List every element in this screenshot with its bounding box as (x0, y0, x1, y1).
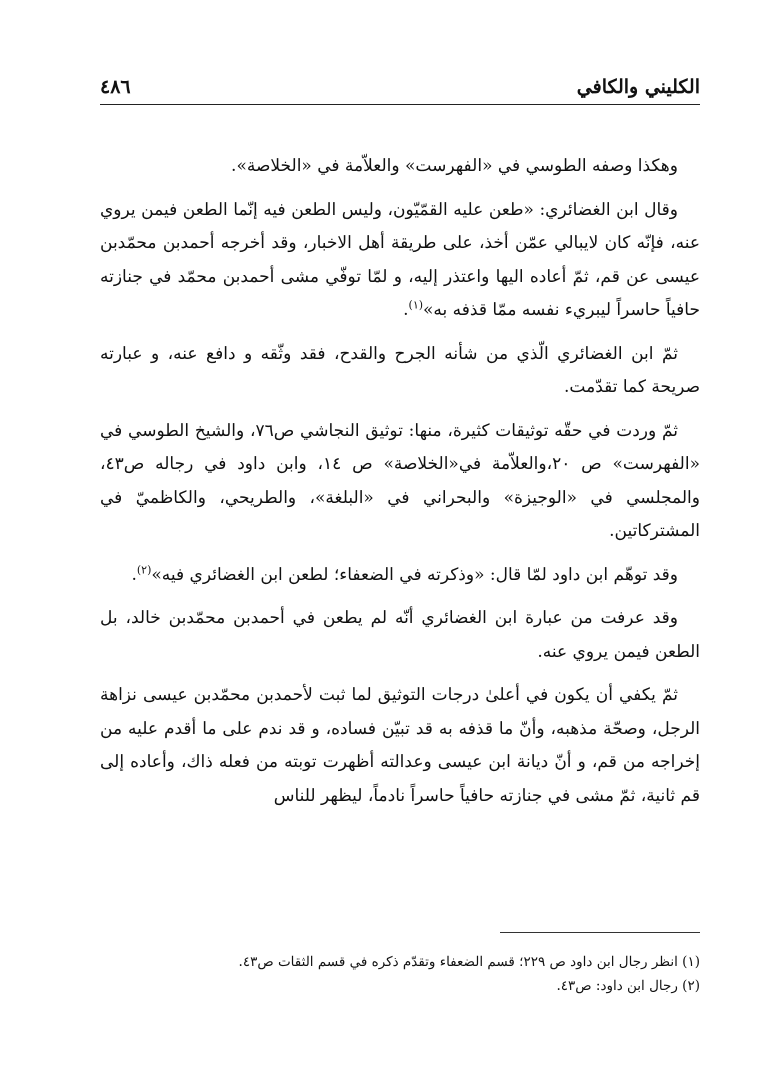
page-header (100, 72, 700, 105)
footnote-ref-1: (١) (408, 298, 424, 312)
paragraph-3: ثمّ ابن الغضائري الّذي من شأنه الجرح والقدح، فقد وثّقه و دافع عنه، و عبارته صريحة كما تقدّمت. (100, 343, 700, 397)
paragraph-4: ثمّ وردت في حقّه توثيقات كثيرة، منها: توثيق النجاشي ص٧٦، والشيخ الطوسي في «الفهرست» ص ٢٠،والعلاّمة في«الخلاصة» ص ١٤، وابن داود في رجاله ص٤٣، والمجلسي في «الوجيزة» والبحراني في «البلغة»، والطريحي، والكاظميّ في المشتركاتين. (100, 420, 700, 541)
page-number: ٤٨٦ (100, 76, 131, 98)
paragraph-1: وهكذا وصفه الطوسي في «الفهرست» والعلاّمة في «الخلاصة». (231, 156, 678, 176)
body-text (100, 150, 700, 823)
paragraph-5: وقد توهّم ابن داود لمّا قال: «وذكرته في الضعفاء؛ لطعن ابن الغضائري فيه»$^{(٢)}$. (131, 562, 678, 585)
paragraph-7: ثمّ يكفي أن يكون في أعلىٰ درجات التوثيق لما ثبت لأحمدبن محمّدبن عيسى نزاهة الرجل، وصحّة مذهبه، وأنّ ما قذفه به قد تبيّن فساده، و قد ندم على ما أقدم عليه من إخراجه من قم، و أنّ ديانة ابن عيسى وعدالته أظهرت توبته من فعله ذاك، وأعاده إلى قم ثانية، ثمّ مشى في جنازته حافياً حاسراً نادماً، ليظهر للناس (100, 685, 700, 806)
paragraph-2: وقال ابن الغضائري: «طعن عليه القمّيّون، وليس الطعن فيه إنّما الطعن فيمن يروي عنه، فإنّه كان لايبالي عمّن أخذ، على طريقة أهل الاخبار، وقد أخرجه أحمدبن محمّدبن عيسى عن قم، ثمّ أعاده اليها واعتذر إليه، و لمّا توفّي مشى أحمدبن محمّد في جنازته حافياً حاسراً ليبريء نفسه ممّا قذفه به»$^{(١)}$. (100, 199, 700, 320)
footnote-2: (٢) رجال ابن داود: ص٤٣. (556, 978, 700, 994)
paragraph-6: وقد عرفت من عبارة ابن الغضائري أنّه لم يطعن في أحمدبن محمّدبن خالد، بل الطعن فيمن يروي عنه. (100, 608, 700, 662)
footnote-divider (500, 932, 700, 933)
running-title: الكليني والكافي (576, 76, 700, 98)
footnote-ref-2: (٢) (136, 562, 152, 576)
footnotes (100, 950, 700, 998)
paragraph-5-text: وقد توهّم ابن داود لمّا قال: «وذكرته في الضعفاء؛ لطعن ابن الغضائري فيه» (151, 564, 678, 585)
paragraph-2-text: وقال ابن الغضائري: «طعن عليه القمّيّون، وليس الطعن فيه إنّما الطعن فيمن يروي عنه، فإنّه كان لايبالي عمّن أخذ، على طريقة أهل الاخبار، وقد أخرجه أحمدبن محمّدبن عيسى عن قم، ثمّ أعاده اليها واعتذر إليه، و لمّا توفّي مشى أحمدبن محمّد في جنازته حافياً حاسراً ليبريء نفسه ممّا قذفه به» (100, 199, 700, 320)
footnote-1: (١) انظر رجال ابن داود ص ٢٢٩؛ قسم الضعفاء وتقدّم ذكره في قسم الثقات ص٤٣. (238, 954, 700, 970)
